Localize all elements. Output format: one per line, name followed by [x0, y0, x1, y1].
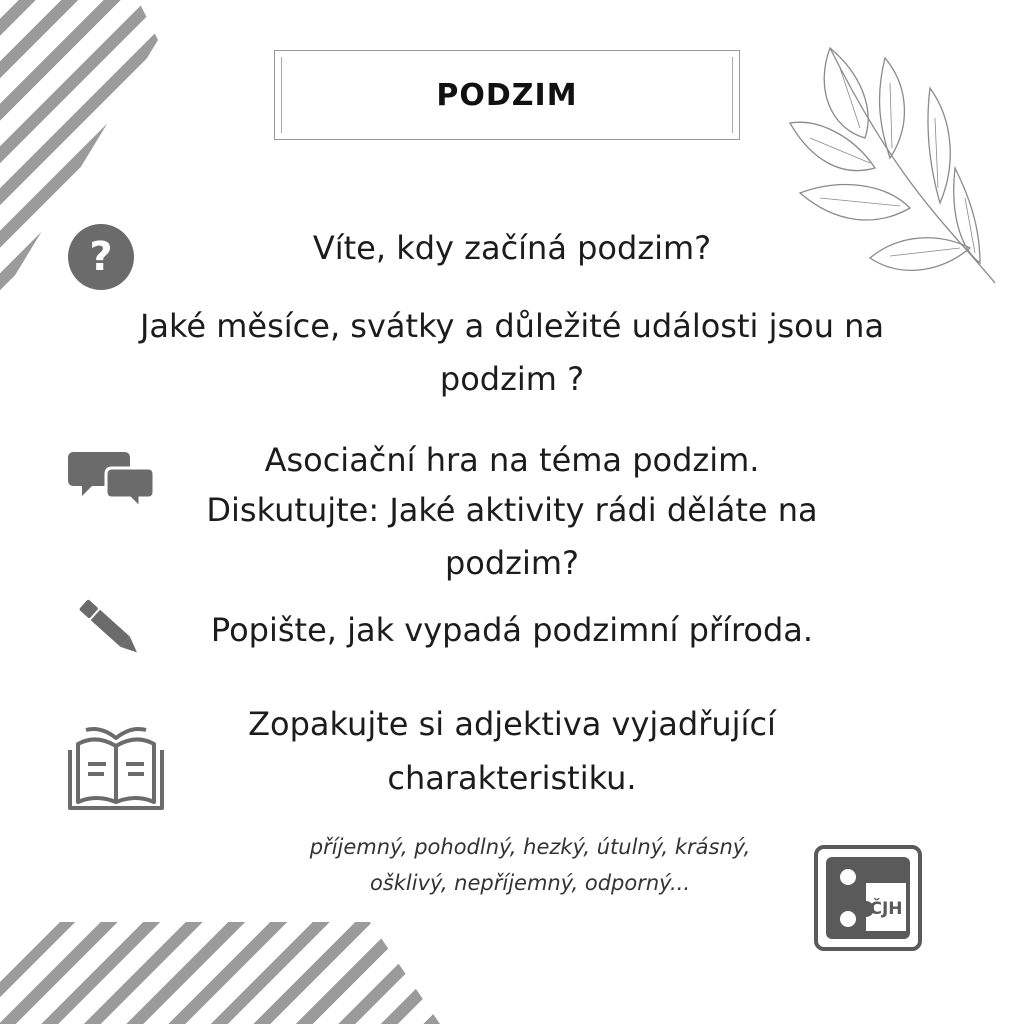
- discussion-line-2: Diskutujte: Jaké aktivity rádi děláte na: [206, 491, 818, 529]
- reading-line-1: Zopakujte si adjektiva vyjadřující: [248, 705, 776, 743]
- discussion-line-1: Asociační hra na téma podzim.: [264, 441, 760, 479]
- title-frame: [274, 50, 740, 140]
- adjectives-line-2: ošklivý, nepříjemný, odporný...: [369, 871, 690, 895]
- logo-text: ČJH: [869, 899, 903, 919]
- question-line-1: Víte, kdy začíná podzim?: [312, 229, 712, 267]
- puzzle-logo-icon: [814, 845, 922, 951]
- question-line-2: Jaké měsíce, svátky a důležité události jsou na: [139, 307, 885, 345]
- question-line-3: podzim ?: [439, 360, 585, 398]
- svg-text:?: ?: [89, 234, 113, 280]
- reading-line-2: charakteristiku.: [387, 759, 637, 797]
- diagonal-stripes-bottom-left: [0, 922, 440, 1024]
- page-title: PODZIM: [436, 77, 578, 113]
- discussion-line-3: podzim?: [444, 544, 580, 582]
- writing-line-1: Popište, jak vypadá podzimní příroda.: [210, 611, 814, 649]
- adjectives-line-1: příjemný, pohodlný, hezký, útulný, krásný,: [309, 835, 751, 859]
